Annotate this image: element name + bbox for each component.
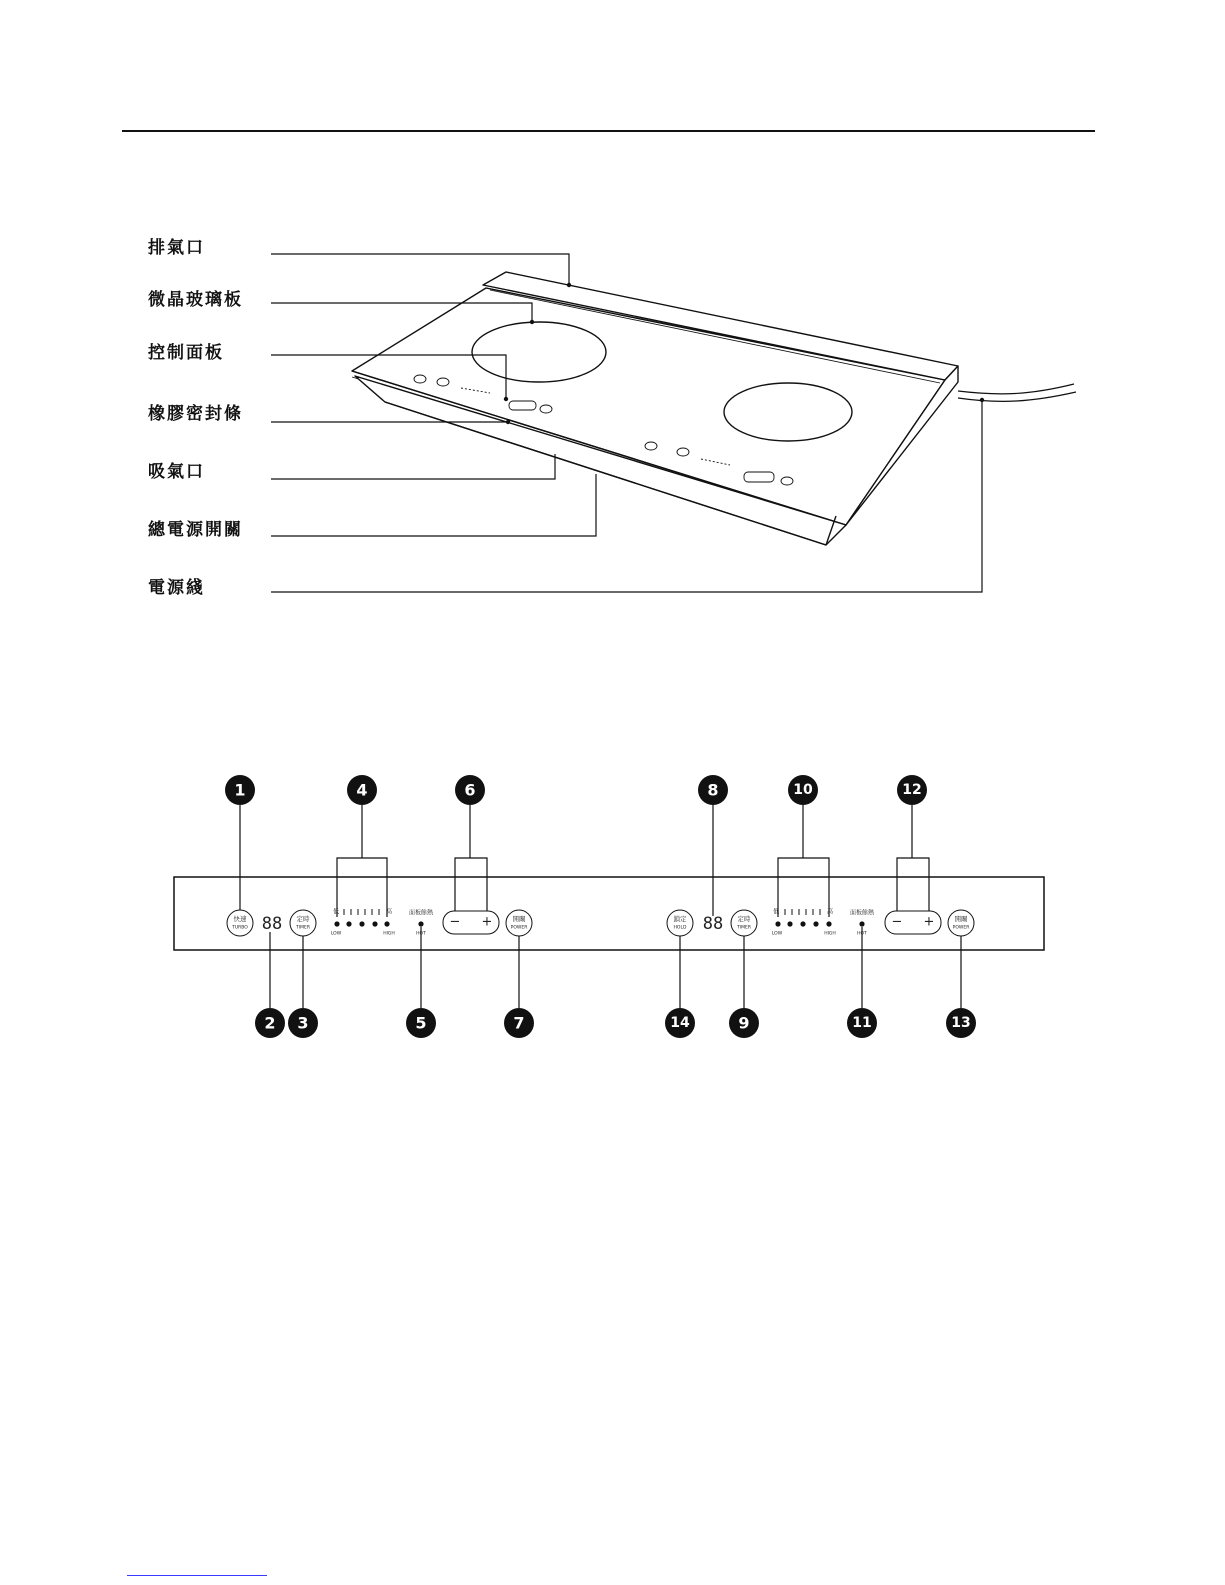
callout-11: 11 [852,1015,872,1031]
callout-5: 5 [415,1013,427,1033]
callouts-top [225,775,927,805]
right-display: 88 [702,914,724,934]
callout-1: 1 [234,780,246,800]
right-power-button[interactable] [948,910,974,936]
cooktop-illustration [352,272,1076,545]
hold-button-en: HOLD [673,925,687,931]
label-power-cord: 電源綫 [148,578,205,598]
callouts-bottom [255,1008,976,1038]
right-high-en: HIGH [824,931,836,937]
turbo-button-en: TURBO [232,925,248,931]
label-main-power-switch: 總電源開關 [148,520,243,540]
callout-4: 4 [356,780,368,800]
callout-2: 2 [264,1013,276,1033]
left-low-cn: 低 [332,908,340,916]
label-intake-vent: 吸氣口 [148,462,205,482]
left-high-en: HIGH [383,931,395,937]
right-hot-en: HOT [857,931,867,937]
left-hot-cn: 面板餘熱 [408,909,434,917]
label-control-panel: 控制面板 [148,343,224,363]
callout-7: 7 [513,1013,525,1033]
right-hot-indicator [859,921,864,926]
callout-14: 14 [670,1015,690,1031]
hold-button[interactable] [667,910,693,936]
left-timer-button[interactable] [290,910,316,936]
left-timer-cn: 定時 [296,915,310,923]
callout-6: 6 [464,780,476,800]
right-high-cn: 高 [826,908,834,916]
left-hot-indicator [418,921,423,926]
callout-9: 9 [738,1013,750,1033]
footer-link-underline [127,1575,267,1576]
hold-button-cn: 鎖定 [673,915,687,923]
right-power-en: POWER [952,925,970,931]
left-high-cn: 高 [385,908,393,916]
left-power-en: POWER [510,925,528,931]
right-timer-cn: 定時 [737,915,751,923]
left-low-en: LOW [330,931,342,937]
right-timer-button[interactable] [731,910,757,936]
callout-10: 10 [793,782,813,798]
right-timer-en: TIMER [737,925,751,931]
label-glass-panel: 微晶玻璃板 [148,290,243,310]
left-power-cn: 開關 [512,915,526,923]
left-timer-en: TIMER [296,925,310,931]
left-plus-button[interactable]: + [481,914,493,930]
power-cord [958,384,1074,394]
left-hot-en: HOT [416,931,426,937]
left-minus-button[interactable]: − [449,914,461,930]
right-minus-button[interactable]: − [891,914,903,930]
callout-13: 13 [951,1015,971,1031]
turbo-button[interactable] [227,910,253,936]
label-rubber-seal: 橡膠密封條 [148,404,243,424]
right-low-en: LOW [771,931,783,937]
right-hot-cn: 面板餘熱 [849,909,875,917]
turbo-button-cn: 快速 [233,915,247,923]
label-exhaust-vent: 排氣口 [148,238,205,258]
callout-8: 8 [707,780,719,800]
callout-3: 3 [297,1013,309,1033]
left-display: 88 [261,914,283,934]
left-power-button[interactable] [506,910,532,936]
callout-12: 12 [902,782,922,798]
right-low-cn: 低 [772,908,780,916]
right-power-cn: 開關 [954,915,968,923]
right-plus-button[interactable]: + [923,914,935,930]
